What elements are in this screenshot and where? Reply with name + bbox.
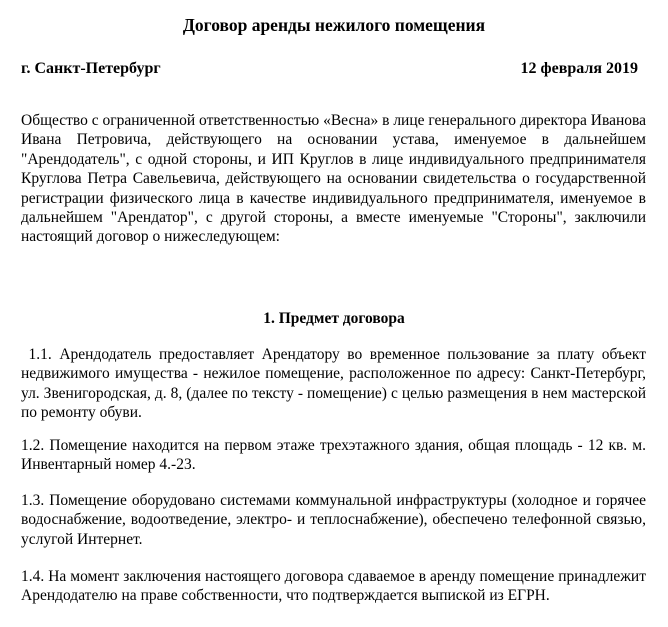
clause-1-2: 1.2. Помещение находится на первом этаже трехэтажного здания, общая площадь - 12 кв. м. Инвентарный номер 4.-23.	[21, 437, 646, 474]
section-heading: 1. Предмет договора	[263, 310, 405, 327]
clause-1-4: 1.4. На момент заключения настоящего договора сдаваемое в аренду помещение принадлежит Арендодателю на праве собственности, что подтверждается выпиской из ЕГРН.	[21, 568, 646, 605]
document-title: Договор аренды нежилого помещения	[182, 15, 486, 35]
contract-city: г. Санкт-Петербург	[21, 60, 161, 77]
contract-date: 12 февраля 2019	[520, 60, 638, 77]
preamble-paragraph: Общество с ограниченной ответственностью «Весна» в лице генерального директора Иванова Ивана Петровича, действующего на основании устава, именуемое в дальнейшем "Арендодатель", с одной стороны, и ИП Круглов в лице индивидуального предпринимателя Круглова Петра Савельевича, действующего на основании свидетельства о государственной регистрации физического лица в качестве индивидуального предпринимателя, именуемое в дальнейшем "Арендатор", с другой стороны, а вместе именуемые "Стороны", заключили настоящий договор о нижеследующем:	[21, 112, 647, 246]
clause-1-3: 1.3. Помещение оборудовано системами коммунальной инфраструктуры (холодное и горячее водоснабжение, водоотведение, электро- и теплоснабжение), обеспечено телефонной связью, услугой Интернет.	[21, 492, 646, 548]
clause-1-1: 1.1. Арендодатель предоставляет Арендатору во временное пользование за плату объект недвижимого имущества - нежилое помещение, расположенное по адресу: Санкт-Петербург, ул. Звенигородская, д. 8, (далее по тексту - помещение) с целью размещения в нем мастерской по ремонту обуви.	[21, 346, 650, 422]
